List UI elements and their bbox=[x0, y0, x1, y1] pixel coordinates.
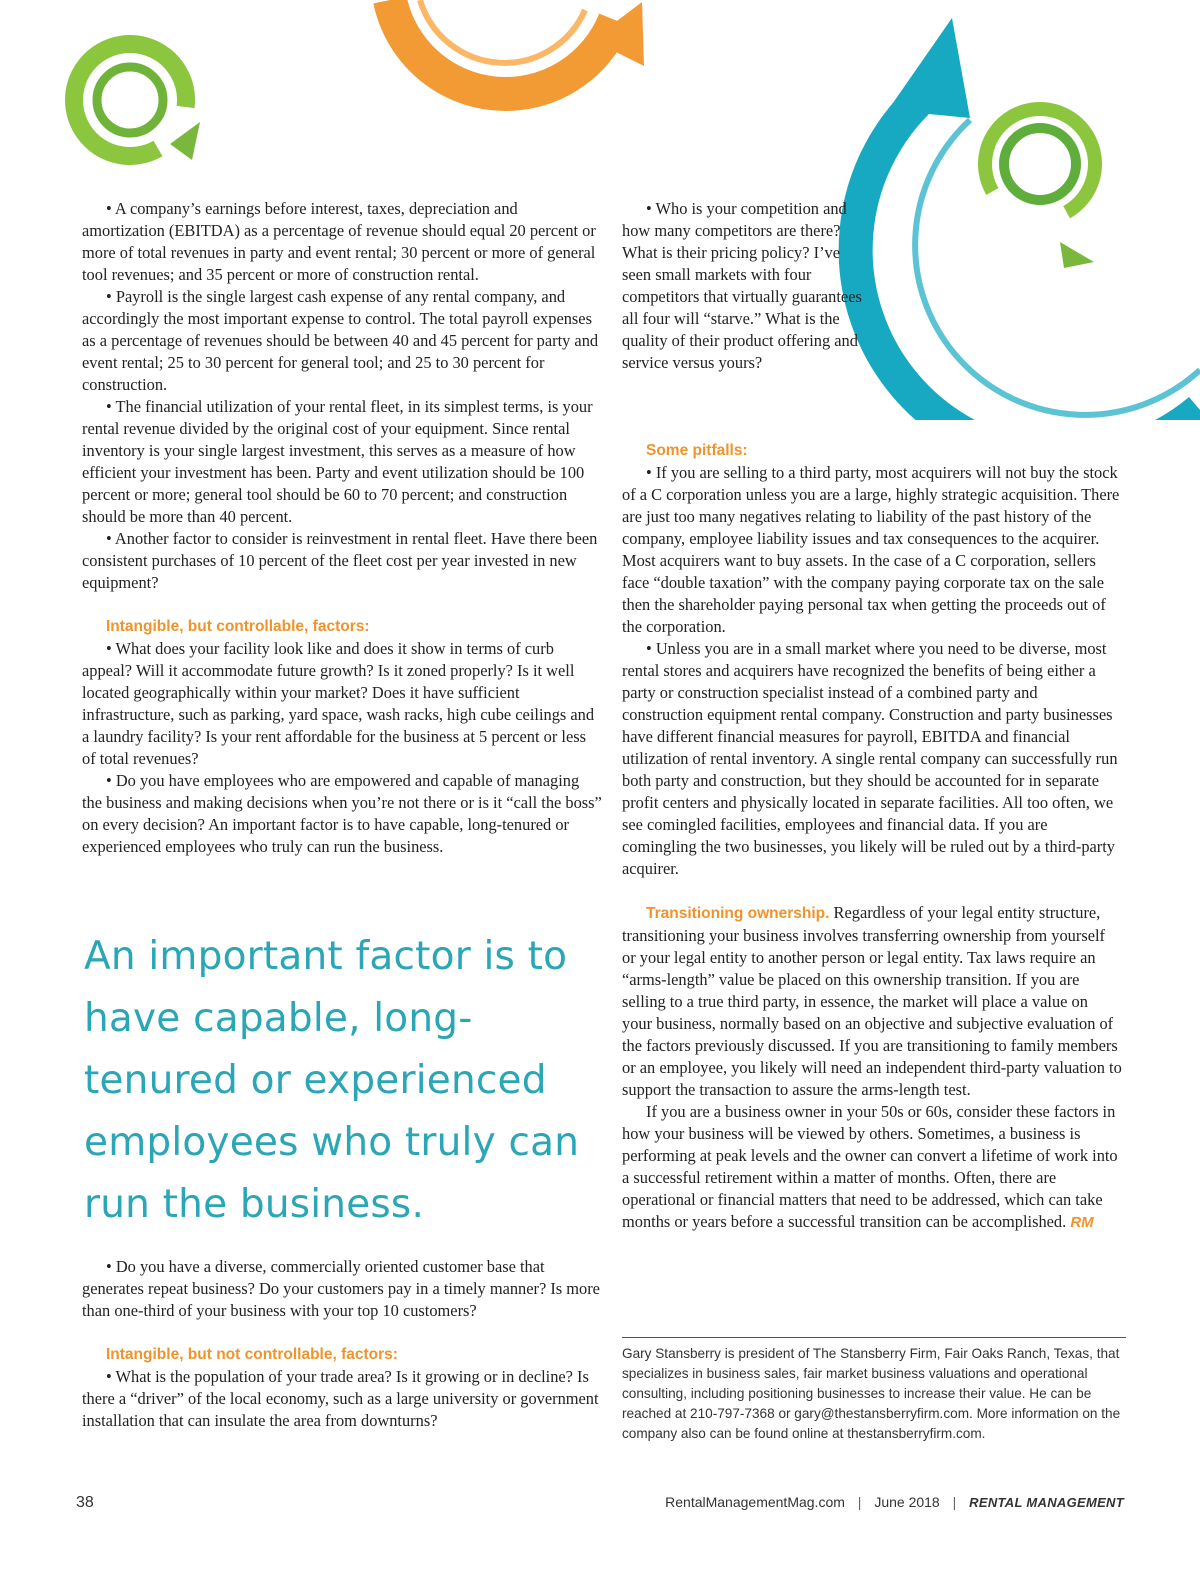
magazine-name: RENTAL MANAGEMENT bbox=[969, 1495, 1124, 1510]
page-number: 38 bbox=[76, 1494, 94, 1511]
green-circular-arrow-icon bbox=[52, 20, 212, 180]
body-paragraph: Transitioning ownership. Regardless of your legal entity structure, transitioning your business involves transferring ownership from yourself or your legal entity to another person or legal entity. Tax laws require an “arms-length” value be placed on this ownership transition. If you are selling to a true third party, in essence, the market will place a value on your business, normally based on an objective and subjective evaluation of the factors previously discussed. If you are transitioning to family members or an employee, you likely will need an independent third-party valuation to support the transaction to assure the arms-length test. bbox=[622, 903, 1122, 1099]
left-column bbox=[82, 198, 602, 858]
footer-credits bbox=[665, 1494, 1124, 1510]
small-green-circular-arrow-icon bbox=[978, 92, 1118, 272]
section-heading: Transitioning ownership. bbox=[646, 905, 830, 922]
section-heading: Intangible, but controllable, factors: bbox=[106, 618, 370, 635]
end-mark: RM bbox=[1070, 1214, 1094, 1231]
issue-date: June 2018 bbox=[874, 1494, 940, 1510]
footer-separator: | bbox=[952, 1494, 957, 1510]
body-paragraph: • Do you have employees who are empowered and capable of managing the business and making decisions when you’re not there or is it “call the boss” on every decision? An important factor is to have capable, long-tenured or experienced employees who truly can run the business. bbox=[82, 771, 602, 856]
page-footer bbox=[0, 1492, 1200, 1516]
body-paragraph: • A company’s earnings before interest, taxes, depreciation and amortization (EBITDA) as a percentage of revenue should equal 20 percent or more of total revenues in party and event rental; 30 percent or more of general tool revenues; and 35 percent or more of construction rental. bbox=[82, 199, 596, 284]
section-heading: Intangible, but not controllable, factors: bbox=[106, 1346, 398, 1363]
pull-quote: An important factor is to have capable, long-tenured or experienced employees who truly can run the business. bbox=[84, 934, 580, 1227]
body-paragraph: • Unless you are in a small market where you need to be diverse, most rental stores and acquirers have recognized the benefits of being either a party or construction specialist instead of a combined party and construction equipment rental company. Construction and party businesses have different financial measures for payroll, EBITDA and financial utilization of rental inventory. A single rental company can successfully run both party and construction, but they should be accounted for in separate profit centers and physically located in separate facilities. All too often, we see comingled facilities, employees and financial data. If you are comingling the two businesses, you likely will be ruled out by a third-party acquirer. bbox=[622, 639, 1118, 878]
body-paragraph: • Another factor to consider is reinvestment in rental fleet. Have there been consistent purchases of 10 percent of the fleet cost per year invested in new equipment? bbox=[82, 529, 598, 592]
body-paragraph: • If you are selling to a third party, most acquirers will not buy the stock of a C corporation unless you are a large, highly strategic acquisition. There are just too many negatives relating to liability of the past history of the company, employee liability issues and tax consequences to the acquirer. Most acquirers want to buy assets. In the case of a C corporation, sellers face “double taxation” with the company paying corporate tax on the sale then the shareholder paying personal tax when getting the proceeds out of the corporation. bbox=[622, 463, 1120, 636]
body-paragraph: • What does your facility look like and does it show in terms of curb appeal? Will it accommodate future growth? Is it zoned properly? Is it well located geographically within your market? Does it have sufficient infrastructure, such as parking, yard space, wash racks, high cube ceilings and a laundry facility? Is your rent affordable for the business at 5 percent or less of total revenues? bbox=[82, 639, 595, 768]
body-paragraph: • Payroll is the single largest cash expense of any rental company, and accordingly the most important expense to control. The total payroll expenses as a percentage of revenues should be between 40 and 45 percent for party and event rental; 25 to 30 percent for general tool; and 25 to 30 percent for construction. bbox=[82, 287, 599, 394]
right-column-top bbox=[622, 198, 862, 374]
body-paragraph: • What is the population of your trade area? Is it growing or in decline? Is there a “driver” of the local economy, such as a large university or government installation that can insulate the area from downturns? bbox=[82, 1367, 599, 1430]
bio-divider bbox=[622, 1337, 1126, 1338]
section-heading: Some pitfalls: bbox=[646, 442, 748, 459]
author-bio: Gary Stansberry is president of The Stansberry Firm, Fair Oaks Ranch, Texas, that specializes in business sales, fair market business valuations and operational consulting, including positioning businesses to increase their value. He can be reached at 210-797-7368 or gary@thestansberryfirm.com. More information on the company also can be found online at thestansberryfirm.com. bbox=[622, 1346, 1121, 1441]
orange-circular-arrow-icon bbox=[360, 0, 650, 185]
body-paragraph: If you are a business owner in your 50s or 60s, consider these factors in how your business will be viewed by others. Sometimes, a business is performing at peak levels and the owner can convert a lifetime of work into a successful retirement within a matter of months. Often, there are operational or financial matters that need to be addressed, which can take months or years before a successful transition can be accomplished. RM bbox=[622, 1102, 1118, 1231]
left-column-lower bbox=[82, 1256, 602, 1432]
body-paragraph: • Do you have a diverse, commercially oriented customer base that generates repeat business? Do your customers pay in a timely manner? Is more than one-third of your business with your top 10 customers? bbox=[82, 1257, 600, 1320]
footer-separator: | bbox=[857, 1494, 862, 1510]
body-paragraph: • The financial utilization of your rental fleet, in its simplest terms, is your rental revenue divided by the original cost of your equipment. Since rental inventory is your single largest investment, this serves as a measure of how efficient your investment has been. Party and event utilization should be 100 percent or more; general tool should be 60 to 70 percent; and construction should be more than 40 percent. bbox=[82, 397, 593, 526]
body-paragraph: • Who is your competition and how many competitors are there? What is their pricing policy? I’ve seen small markets with four competitors that virtually guarantees all four will “starve.” What is the quality of their product offering and service versus yours? bbox=[622, 199, 862, 372]
website-link[interactable]: RentalManagementMag.com bbox=[665, 1494, 845, 1510]
right-column bbox=[622, 440, 1122, 1234]
